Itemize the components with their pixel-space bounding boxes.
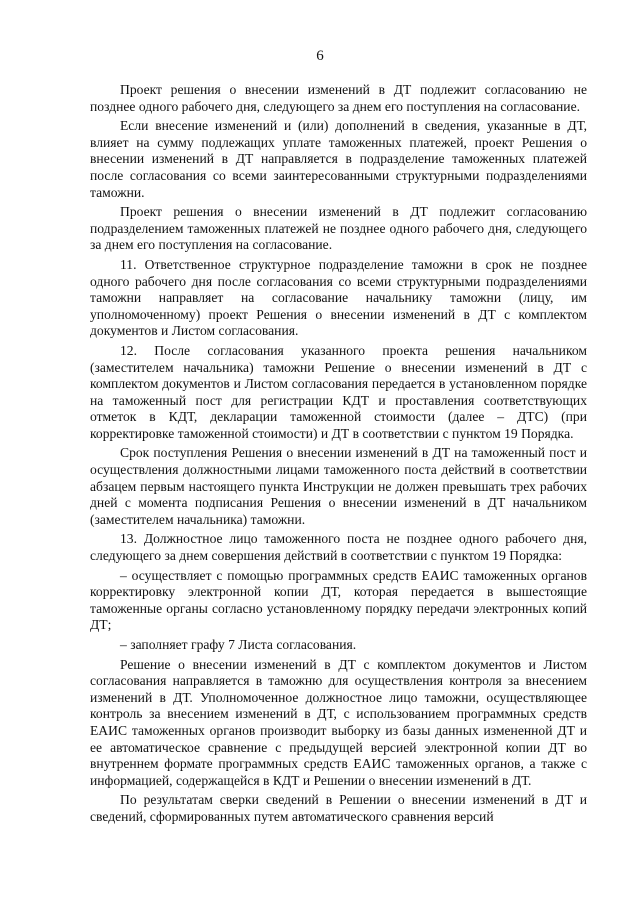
paragraph: По результатам сверки сведений в Решении о внесении изменений в ДТ и сведений, сформированных путем автоматического сравнения версий	[90, 792, 587, 824]
list-item: – осуществляет с помощью программных средств ЕАИС таможенных органов корректировку электронной копии ДТ, которая передается в вышестоящие таможенные органы согласно установленному порядку передачи электронных копий ДТ;	[90, 567, 587, 633]
paragraph: 13. Должностное лицо таможенного поста не позднее одного рабочего дня, следующего за днем совершения действий в соответствии с пунктом 19 Порядка:	[90, 531, 587, 564]
paragraph: Проект решения о внесении изменений в ДТ подлежит согласованию не позднее одного рабочего дня, следующего за днем его поступления на согласование.	[90, 82, 587, 114]
paragraph: 12. После согласования указанного проекта решения начальником (заместителем начальника) таможни Решение о внесении изменений в ДТ с комплектом документов и Листом согласования передается в установленном порядке на таможенный пост для регистрации КДТ и проставления соответствующих отметок в КДТ, декларации таможенной стоимости (далее – ДТС) (при корректировке таможенной стоимости) и ДТ в соответствии с пунктом 19 Порядка.	[90, 342, 587, 441]
paragraph: 11. Ответственное структурное подразделение таможни в срок не позднее одного рабочего дня после согласования со всеми структурными подразделениями таможни направляет на согласование начальнику таможни (лицу, им уполномоченному) проект Решения о внесении изменений в ДТ с комплектом документов и Листом согласования.	[90, 256, 587, 339]
paragraph: Проект решения о внесении изменений в ДТ подлежит согласованию подразделением таможенных платежей не позднее одного рабочего дня, следующего за днем его поступления на согласование.	[90, 204, 587, 253]
page-number: 6	[316, 48, 324, 64]
list-item: – заполняет графу 7 Листа согласования.	[120, 637, 357, 652]
paragraph: Срок поступления Решения о внесении изменений в ДТ на таможенный пост и осуществления должностными лицами таможенного поста действий в соответствии абзацем первым настоящего пункта Инструкции не должен превышать трех рабочих дней с момента подписания Решения о внесении изменений в ДТ начальником (заместителем начальника) таможни.	[90, 445, 587, 527]
document-body	[90, 82, 587, 828]
paragraph: Решение о внесении изменений в ДТ с комплектом документов и Листом согласования направляется в таможню для осуществления контроля за внесением изменений в ДТ. Уполномоченное должностное лицо таможни, осуществляющее контроль за внесением изменений в ДТ, с использованием программных средств ЕАИС таможенных органов производит выборку из базы данных измененной ДТ и ее автоматическое сравнение с предыдущей версией электронной копии ДТ во внутреннем формате программных средств ЕАИС таможенных органов, а также с информацией, содержащейся в КДТ и Решении о внесении изменений в ДТ.	[90, 656, 587, 788]
paragraph: Если внесение изменений и (или) дополнений в сведения, указанные в ДТ, влияет на сумму подлежащих уплате таможенных платежей, проект Решения о внесении изменений в ДТ направляется в подразделение таможенных платежей после согласования со всеми заинтересованными структурными подразделениями таможни.	[90, 118, 587, 200]
